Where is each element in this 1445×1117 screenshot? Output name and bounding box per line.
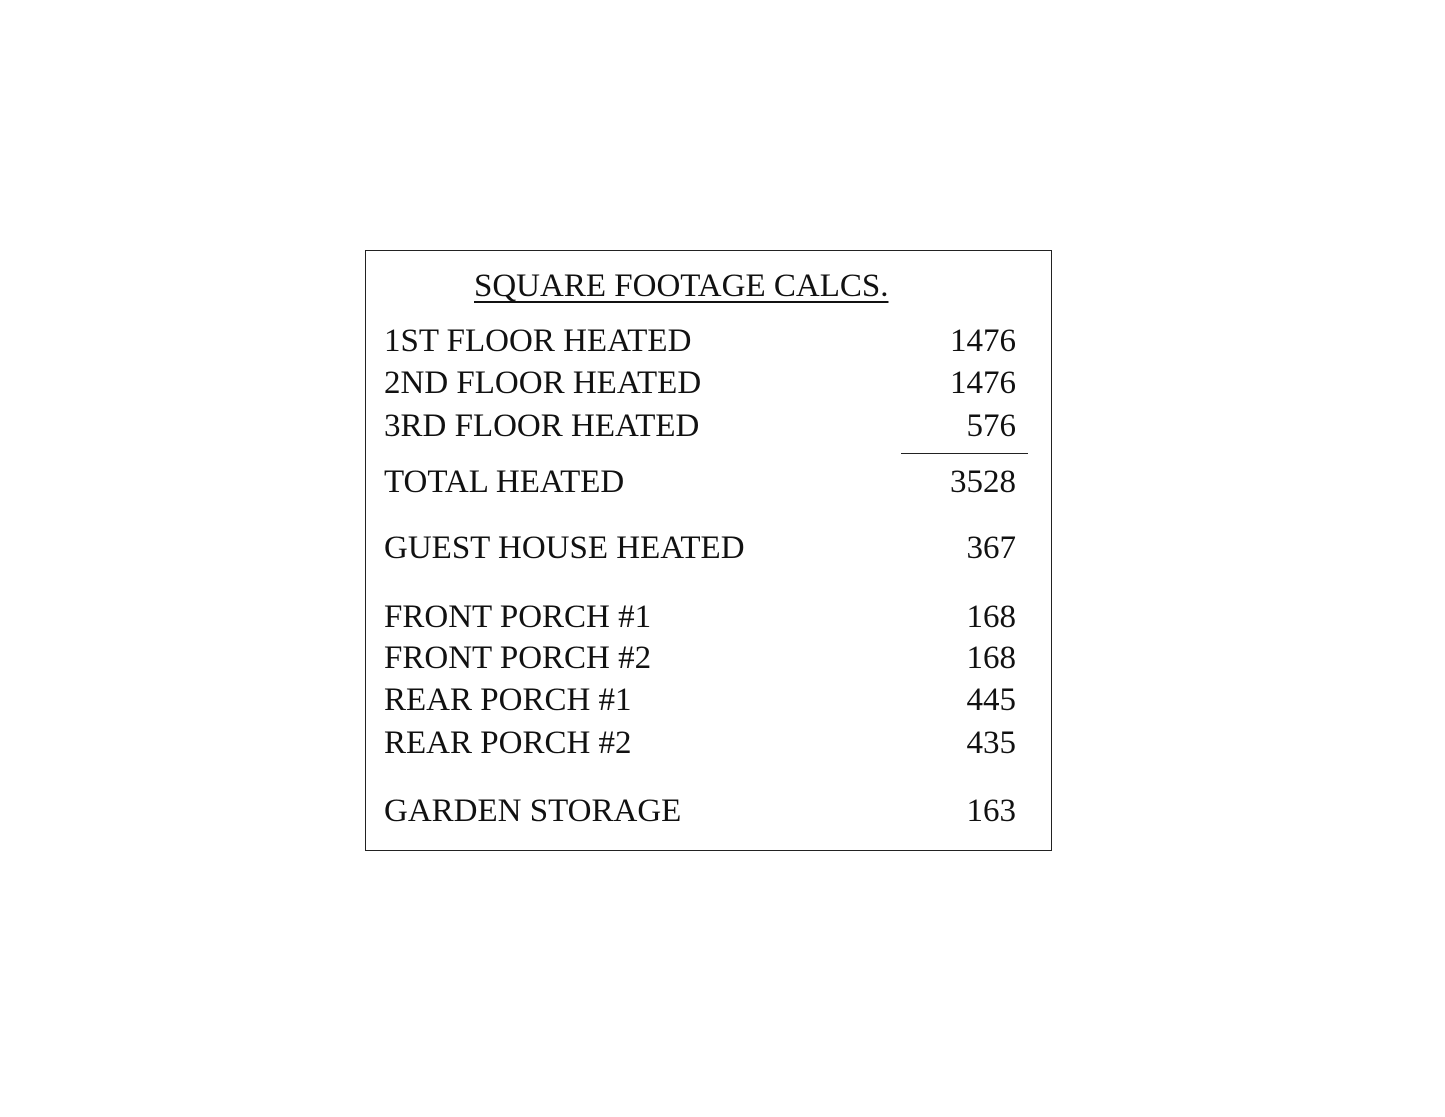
row-value: 435 xyxy=(966,725,1016,761)
row-label: 1ST FLOOR HEATED xyxy=(384,323,692,359)
row-value: 168 xyxy=(966,599,1016,635)
row-value: 576 xyxy=(966,408,1016,444)
row-1st-floor-heated xyxy=(384,322,1016,360)
row-label: TOTAL HEATED xyxy=(384,464,625,500)
row-label: GARDEN STORAGE xyxy=(384,793,682,829)
row-2nd-floor-heated xyxy=(384,364,1016,402)
row-label: GUEST HOUSE HEATED xyxy=(384,530,745,566)
sum-divider-line xyxy=(901,453,1028,454)
row-garden-storage xyxy=(384,792,1016,830)
row-value: 445 xyxy=(966,682,1016,718)
row-total-heated xyxy=(384,463,1016,501)
row-front-porch-2 xyxy=(384,639,1016,677)
row-value: 3528 xyxy=(950,464,1016,500)
row-label: 3RD FLOOR HEATED xyxy=(384,408,700,444)
row-guest-house-heated xyxy=(384,529,1016,567)
row-label: FRONT PORCH #1 xyxy=(384,599,652,635)
row-label: 2ND FLOOR HEATED xyxy=(384,365,702,401)
square-footage-box xyxy=(365,250,1052,851)
row-label: FRONT PORCH #2 xyxy=(384,640,652,676)
row-value: 1476 xyxy=(950,323,1016,359)
row-label: REAR PORCH #2 xyxy=(384,725,632,761)
row-value: 1476 xyxy=(950,365,1016,401)
row-value: 163 xyxy=(966,793,1016,829)
row-label: REAR PORCH #1 xyxy=(384,682,632,718)
row-value: 367 xyxy=(966,530,1016,566)
row-rear-porch-1 xyxy=(384,681,1016,719)
row-value: 168 xyxy=(966,640,1016,676)
row-3rd-floor-heated xyxy=(384,407,1016,445)
table-title: SQUARE FOOTAGE CALCS. xyxy=(474,268,889,304)
row-rear-porch-2 xyxy=(384,724,1016,762)
row-front-porch-1 xyxy=(384,598,1016,636)
